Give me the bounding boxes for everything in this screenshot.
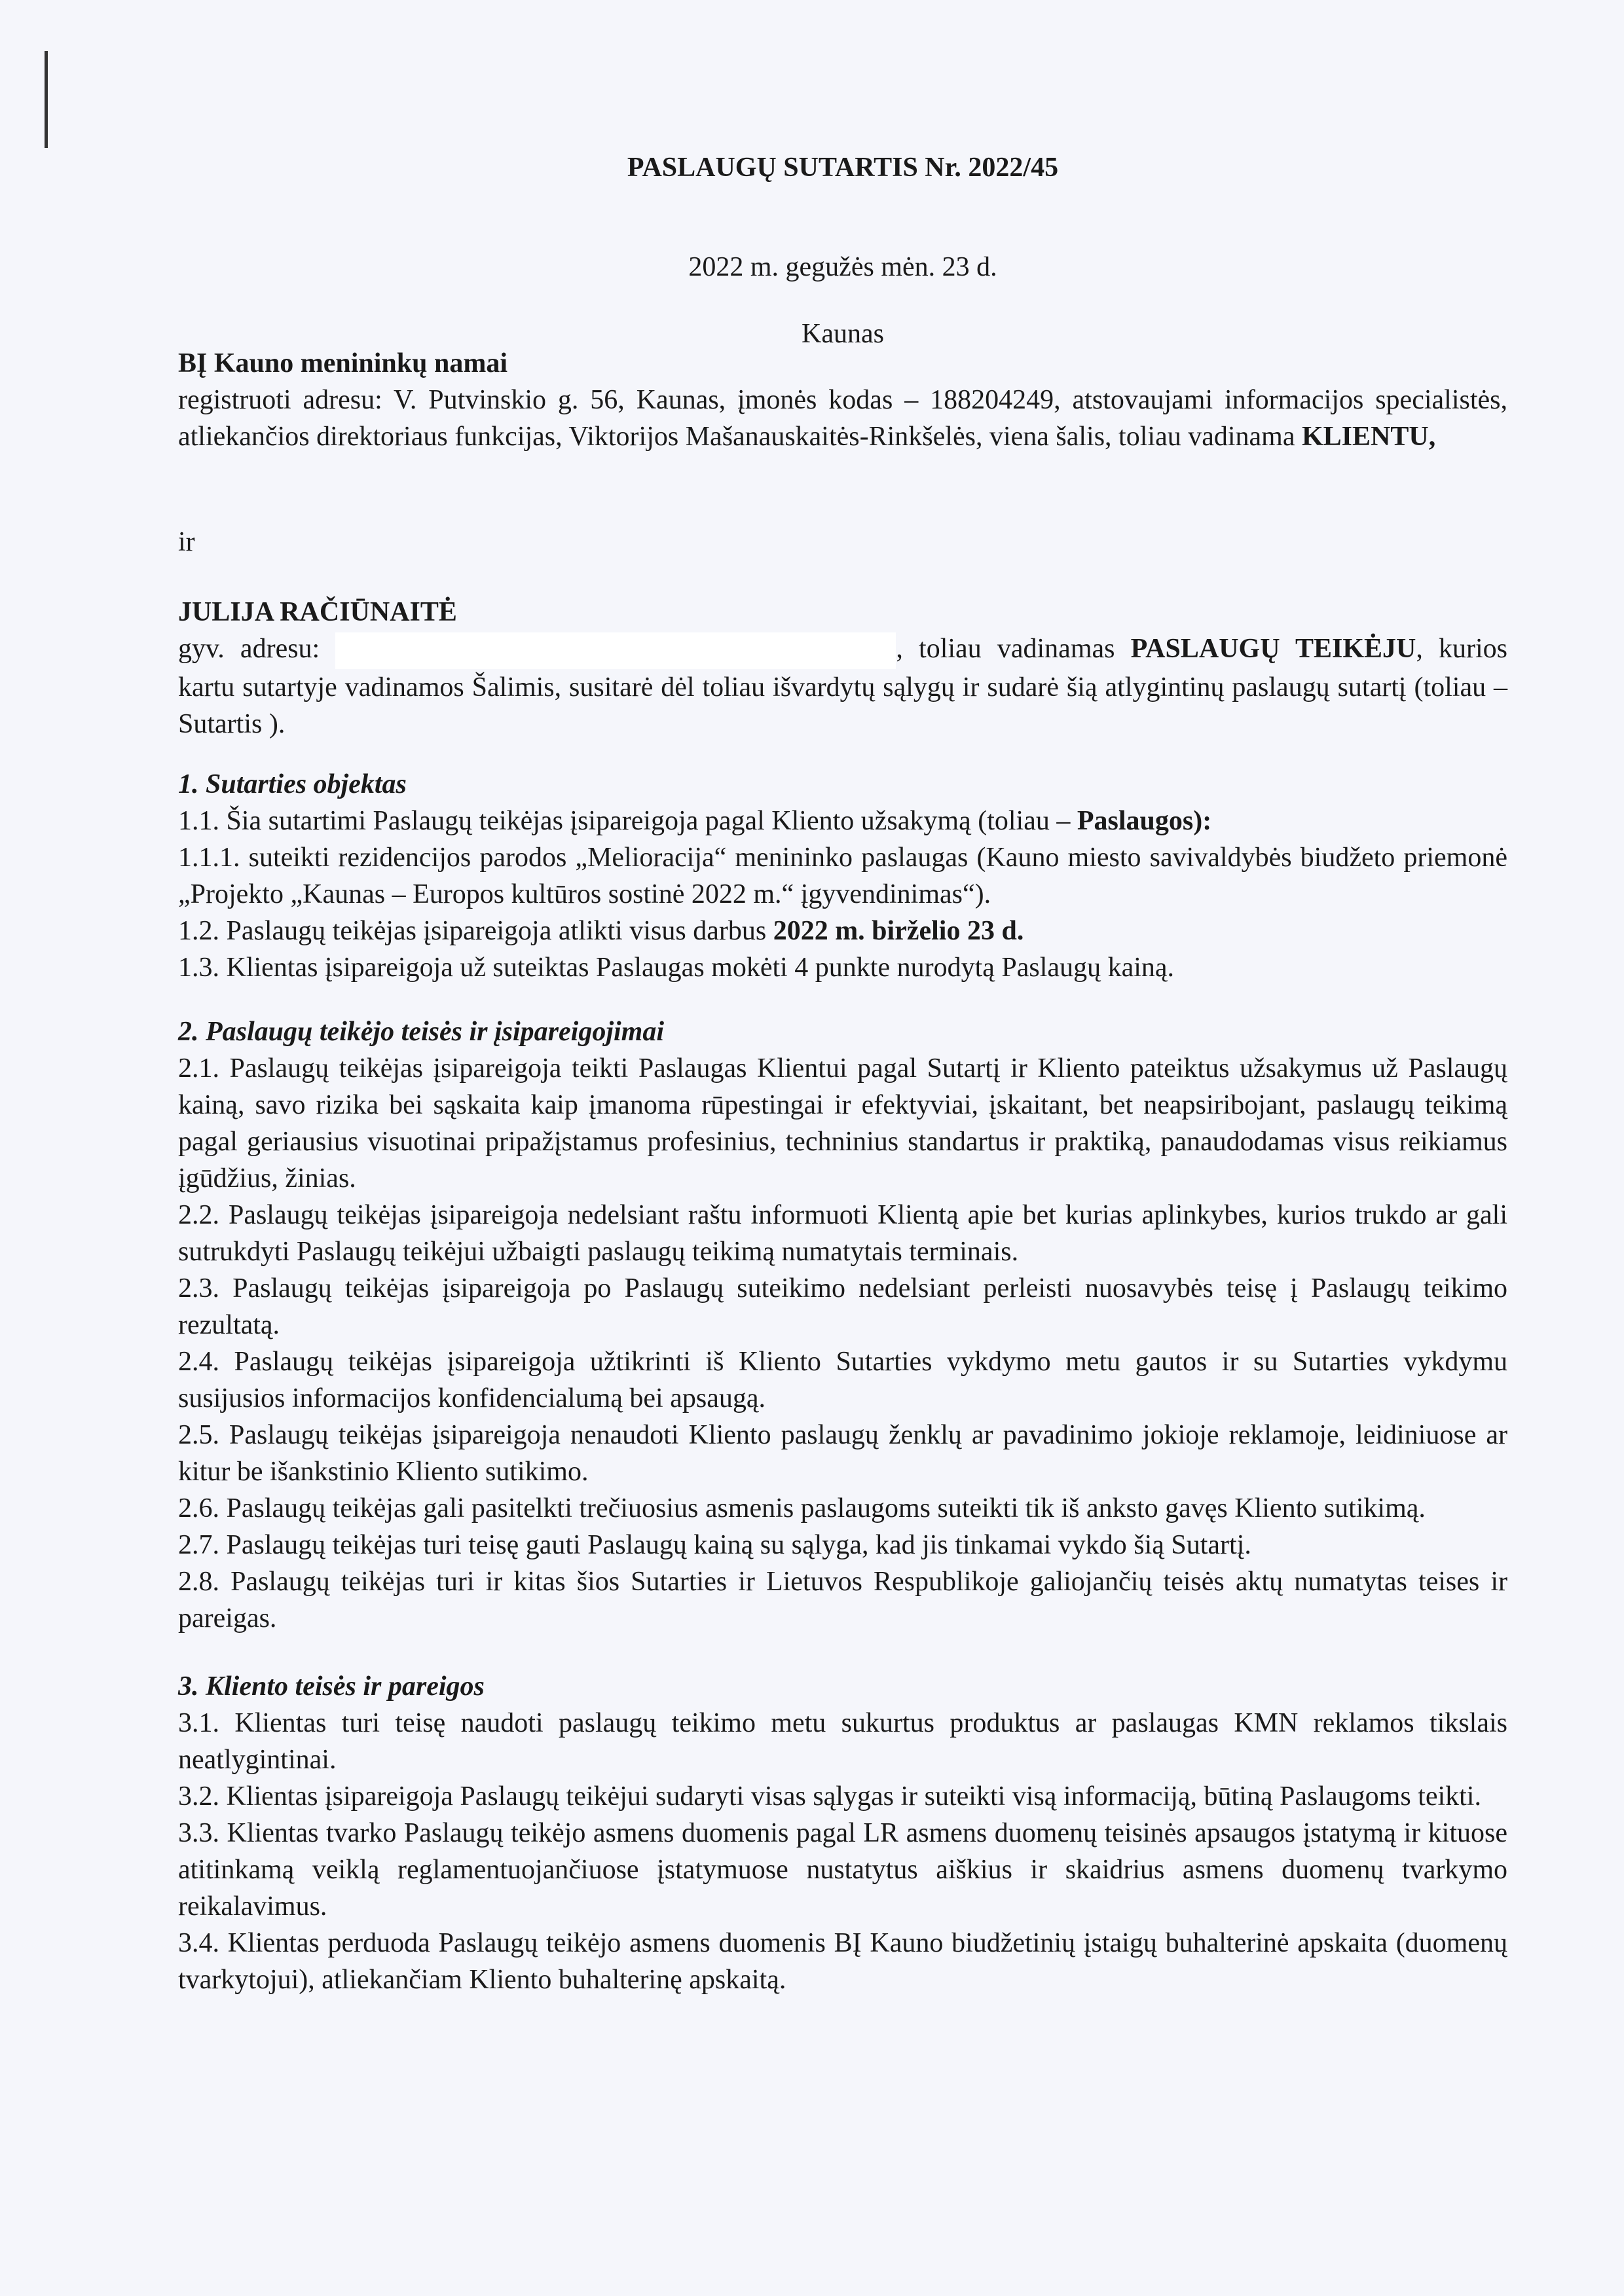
- section-3: [178, 1668, 1507, 1998]
- clause-text: 1.1. Šia sutartimi Paslaugų teikėjas įsipareigoja pagal Kliento užsakymą (toliau –: [178, 806, 1077, 836]
- section-2-heading: 2. Paslaugų teikėjo teisės ir įsipareigojimai: [178, 1017, 665, 1047]
- clause-3-4: 3.4. Klientas perduoda Paslaugų teikėjo asmens duomenis BĮ Kauno biudžetinių įstaigų buhalterinė apskaita (duomenų tvarkytojui), atliekančiam Kliento buhalterinę apskaitą.: [178, 1928, 1507, 1995]
- clause-3-1: 3.1. Klientas turi teisę naudoti paslaugų teikimo metu sukurtus produktus ar paslaugas KMN reklamos tikslais neatlygintinai.: [178, 1708, 1507, 1775]
- provider-text: , toliau vadinamas: [896, 634, 1131, 664]
- provider-party: [178, 594, 1507, 742]
- document-date: 2022 m. gegužės mėn. 23 d.: [688, 252, 997, 282]
- provider-address-label: gyv. adresu:: [178, 634, 336, 664]
- clause-deadline: 2022 m. birželio 23 d.: [773, 916, 1024, 946]
- section-3-heading: 3. Kliento teisės ir pareigos: [178, 1671, 485, 1702]
- provider-name: JULIJA RAČIŪNAITĖ: [178, 597, 457, 627]
- clause-1-3: 1.3. Klientas įsipareigoja už suteiktas Paslaugas mokėti 4 punkte nurodytą Paslaugų kainą.: [178, 953, 1175, 983]
- clause-text: 1.2. Paslaugų teikėjas įsipareigoja atlikti visus darbus: [178, 916, 773, 946]
- scan-margin-mark: [45, 51, 48, 148]
- clause-2-4: 2.4. Paslaugų teikėjas įsipareigoja užtikrinti iš Kliento Sutarties vykdymo metu gautos ir su Sutarties vykdymu susijusios informacijos konfidencialumą bei apsaugą.: [178, 1347, 1507, 1413]
- section-2: [178, 1013, 1507, 1637]
- clause-2-3: 2.3. Paslaugų teikėjas įsipareigoja po Paslaugų suteikimo nedelsiant perleisti nuosavybės teisę į Paslaugų teikimo rezultatą.: [178, 1273, 1507, 1340]
- clause-2-5: 2.5. Paslaugų teikėjas įsipareigoja nenaudoti Kliento paslaugų ženklų ar pavadinimo jokioje reklamoje, leidiniuose ar kitur be išankstinio Kliento sutikimo.: [178, 1420, 1507, 1487]
- client-role: KLIENTU,: [1301, 422, 1436, 452]
- provider-text-cont: , kurios kartu sutartyje vadinamos Šalimis, susitarė dėl toliau išvardytų sąlygų ir sudarė šią atlygintinų paslaugų sutartį (toliau – Sutartis ).: [178, 634, 1508, 740]
- document-city: Kaunas: [802, 319, 884, 349]
- clause-2-1: 2.1. Paslaugų teikėjas įsipareigoja teikti Paslaugas Klientui pagal Sutartį ir Kliento pateiktus užsakymus už Paslaugų kainą, savo rizika bei sąskaita kaip įmanoma rūpestingai ir efektyviai, įskaitant, bet neapsiribojant, paslaugų teikimą pagal geriausius visuotinai pripažįstamus profesinius, techninius standartus ir praktiką, panaudodamas visus reikiamus įgūdžius, žinias.: [178, 1053, 1507, 1194]
- provider-role: PASLAUGŲ TEIKĖJU: [1130, 634, 1416, 664]
- document-title: PASLAUGŲ SUTARTIS Nr. 2022/45: [627, 153, 1059, 183]
- clause-bold: Paslaugos):: [1077, 806, 1212, 836]
- clause-2-7: 2.7. Paslaugų teikėjas turi teisę gauti Paslaugų kainą su sąlyga, kad jis tinkamai vykdo šią Sutartį.: [178, 1530, 1251, 1560]
- section-1-heading: 1. Sutarties objektas: [178, 769, 407, 799]
- clause-2-8: 2.8. Paslaugų teikėjas turi ir kitas šios Sutarties ir Lietuvos Respublikoje galiojančių teisės aktų numatytas teises ir pareigas.: [178, 1567, 1507, 1633]
- conjunction-and: ir: [178, 527, 195, 557]
- clause-2-6: 2.6. Paslaugų teikėjas gali pasitelkti trečiuosius asmenis paslaugoms suteikti tik iš anksto gavęs Kliento sutikimą.: [178, 1493, 1426, 1523]
- redacted-address: [335, 632, 896, 669]
- clause-3-2: 3.2. Klientas įsipareigoja Paslaugų teikėjui sudaryti visas sąlygas ir suteikti visą informaciją, būtiną Paslaugoms teikti.: [178, 1781, 1481, 1812]
- clause-3-3: 3.3. Klientas tvarko Paslaugų teikėjo asmens duomenis pagal LR asmens duomenų teisinės apsaugos įstatymą ir kituose atitinkamą veiklą reglamentuojančiuose įstatymuose nustatytus aiškius ir skaidrius asmens duomenų tvarkymo reikalavimus.: [178, 1818, 1507, 1922]
- client-party: [178, 345, 1507, 455]
- clause-1-1-1: 1.1.1. suteikti rezidencijos parodos „Melioracija“ menininko paslaugas (Kauno miesto savivaldybės biudžeto priemonė „Projekto „Kaunas – Europos kultūros sostinė 2022 m.“ įgyvendinimas“).: [178, 843, 1507, 909]
- client-description: registruoti adresu: V. Putvinskio g. 56, Kaunas, įmonės kodas – 188204249, atstovaujami informacijos specialistės, atliekančios direktoriaus funkcijas, Viktorijos Mašanauskaitės-Rinkšelės, viena šalis, toliau vadinama: [178, 385, 1507, 452]
- section-1: [178, 766, 1507, 986]
- client-name: BĮ Kauno menininkų namai: [178, 348, 508, 378]
- clause-2-2: 2.2. Paslaugų teikėjas įsipareigoja nedelsiant raštu informuoti Klientą apie bet kurias aplinkybes, kurios trukdo ar gali sutrukdyti Paslaugų teikėjui užbaigti paslaugų teikimą numatytais terminais.: [178, 1200, 1507, 1267]
- clause-1-2: [178, 913, 1507, 949]
- clause-1-1: [178, 803, 1507, 839]
